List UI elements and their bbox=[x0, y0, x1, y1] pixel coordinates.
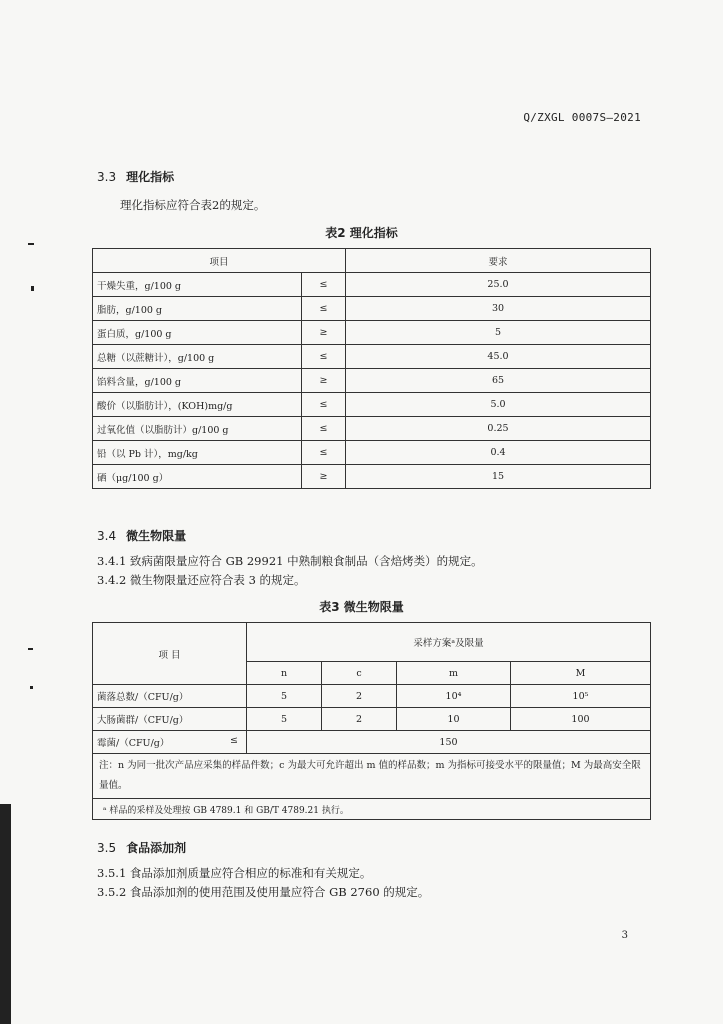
cell-requirement: 5.0 bbox=[346, 393, 651, 417]
table-note: 注：n 为同一批次产品应采集的样品件数；c 为最大可允许超出 m 值的样品数；m 为指标可接受水平的限量值；M 为最高安全限量值。 bbox=[93, 754, 651, 799]
cell-m: 10⁴ bbox=[397, 685, 511, 708]
cell-operator: ≤ bbox=[302, 393, 346, 417]
cell-c: 2 bbox=[322, 685, 397, 708]
header-sampling-plan: 采样方案ᵃ及限量 bbox=[247, 623, 651, 662]
table-2 bbox=[92, 248, 651, 489]
subheader-m: m bbox=[397, 662, 511, 685]
table-row bbox=[93, 345, 651, 369]
cell-item: 馅料含量，g/100 g bbox=[93, 369, 302, 393]
scan-mark bbox=[28, 243, 34, 245]
table-3 bbox=[92, 622, 651, 820]
cell-operator: ≤ bbox=[302, 297, 346, 321]
paragraph: 3.4.1 致病菌限量应符合 GB 29921 中熟制粮食制品（含焙烤类）的规定。 bbox=[97, 554, 483, 568]
cell-operator: ≤ bbox=[302, 273, 346, 297]
cell-item: 脂肪，g/100 g bbox=[93, 297, 302, 321]
table-note-row bbox=[93, 754, 651, 799]
cell-operator: ≥ bbox=[302, 321, 346, 345]
cell-item: 铅（以 Pb 计），mg/kg bbox=[93, 441, 302, 465]
cell-operator: ≥ bbox=[302, 369, 346, 393]
scan-mark bbox=[28, 648, 33, 650]
table-row bbox=[93, 731, 651, 754]
table-row bbox=[93, 273, 651, 297]
subheader-M: M bbox=[511, 662, 651, 685]
cell-operator: ≤ bbox=[302, 441, 346, 465]
cell-requirement: 0.25 bbox=[346, 417, 651, 441]
mold-label: 霉菌/（CFU/g） bbox=[97, 738, 170, 749]
table-footnote-row bbox=[93, 799, 651, 820]
header-item: 项 目 bbox=[93, 623, 247, 685]
table-3-caption: 表3 微生物限量 bbox=[319, 600, 404, 614]
paragraph: 理化指标应符合表2的规定。 bbox=[120, 198, 266, 212]
cell-operator: ≥ bbox=[302, 465, 346, 489]
section-title: 理化指标 bbox=[126, 170, 175, 184]
paragraph: 3.5.1 食品添加剂质量应符合相应的标准和有关规定。 bbox=[97, 866, 372, 880]
table-row bbox=[93, 465, 651, 489]
cell-item: 总糖（以蔗糖计），g/100 g bbox=[93, 345, 302, 369]
cell-c: 2 bbox=[322, 708, 397, 731]
table-row bbox=[93, 685, 651, 708]
cell-operator: ≤ bbox=[302, 345, 346, 369]
cell-requirement: 45.0 bbox=[346, 345, 651, 369]
table-row bbox=[93, 441, 651, 465]
section-number: 3.5 bbox=[97, 841, 117, 855]
table-footnote: ᵃ 样品的采样及处理按 GB 4789.1 和 GB/T 4789.21 执行。 bbox=[93, 799, 651, 820]
header-item: 项目 bbox=[93, 249, 346, 273]
table-row bbox=[93, 417, 651, 441]
cell-item: 大肠菌群/（CFU/g） bbox=[93, 708, 247, 731]
table-row bbox=[93, 321, 651, 345]
cell-item: 干燥失重，g/100 g bbox=[93, 273, 302, 297]
mold-value: 150 bbox=[247, 731, 651, 754]
table-header-row bbox=[93, 623, 651, 662]
section-3-3-heading bbox=[97, 168, 174, 185]
cell-n: 5 bbox=[247, 708, 322, 731]
section-3-5-heading bbox=[97, 839, 186, 856]
table-row bbox=[93, 708, 651, 731]
cell-requirement: 65 bbox=[346, 369, 651, 393]
section-number: 3.3 bbox=[97, 170, 117, 184]
section-3-4-heading bbox=[97, 527, 186, 544]
page-number: 3 bbox=[621, 930, 628, 941]
cell-requirement: 15 bbox=[346, 465, 651, 489]
table-row bbox=[93, 369, 651, 393]
cell-requirement: 0.4 bbox=[346, 441, 651, 465]
section-title: 微生物限量 bbox=[126, 529, 187, 543]
cell-M: 100 bbox=[511, 708, 651, 731]
scan-mark bbox=[30, 686, 33, 689]
cell-requirement: 5 bbox=[346, 321, 651, 345]
cell-item: 蛋白质，g/100 g bbox=[93, 321, 302, 345]
section-title: 食品添加剂 bbox=[126, 841, 187, 855]
cell-M: 10⁵ bbox=[511, 685, 651, 708]
table-header-row bbox=[93, 249, 651, 273]
table-row bbox=[93, 297, 651, 321]
cell-m: 10 bbox=[397, 708, 511, 731]
paragraph: 3.5.2 食品添加剂的使用范围及使用量应符合 GB 2760 的规定。 bbox=[97, 885, 430, 899]
subheader-c: c bbox=[322, 662, 397, 685]
cell-item bbox=[93, 731, 247, 754]
cell-item: 酸价（以脂肪计），(KOH)mg/g bbox=[93, 393, 302, 417]
cell-operator: ≤ bbox=[302, 417, 346, 441]
cell-item: 硒（μg/100 g） bbox=[93, 465, 302, 489]
header-requirement: 要求 bbox=[346, 249, 651, 273]
table-row bbox=[93, 393, 651, 417]
section-number: 3.4 bbox=[97, 529, 117, 543]
cell-requirement: 30 bbox=[346, 297, 651, 321]
scan-mark bbox=[31, 286, 34, 291]
scan-binding-edge bbox=[0, 804, 11, 1024]
mold-operator: ≤ bbox=[230, 735, 238, 746]
cell-n: 5 bbox=[247, 685, 322, 708]
document-id: Q/ZXGL 0007S—2021 bbox=[523, 111, 641, 124]
paragraph: 3.4.2 微生物限量还应符合表 3 的规定。 bbox=[97, 573, 306, 587]
subheader-n: n bbox=[247, 662, 322, 685]
cell-item: 过氧化值（以脂肪计）g/100 g bbox=[93, 417, 302, 441]
table-2-caption: 表2 理化指标 bbox=[325, 226, 398, 240]
cell-item: 菌落总数/（CFU/g） bbox=[93, 685, 247, 708]
cell-requirement: 25.0 bbox=[346, 273, 651, 297]
